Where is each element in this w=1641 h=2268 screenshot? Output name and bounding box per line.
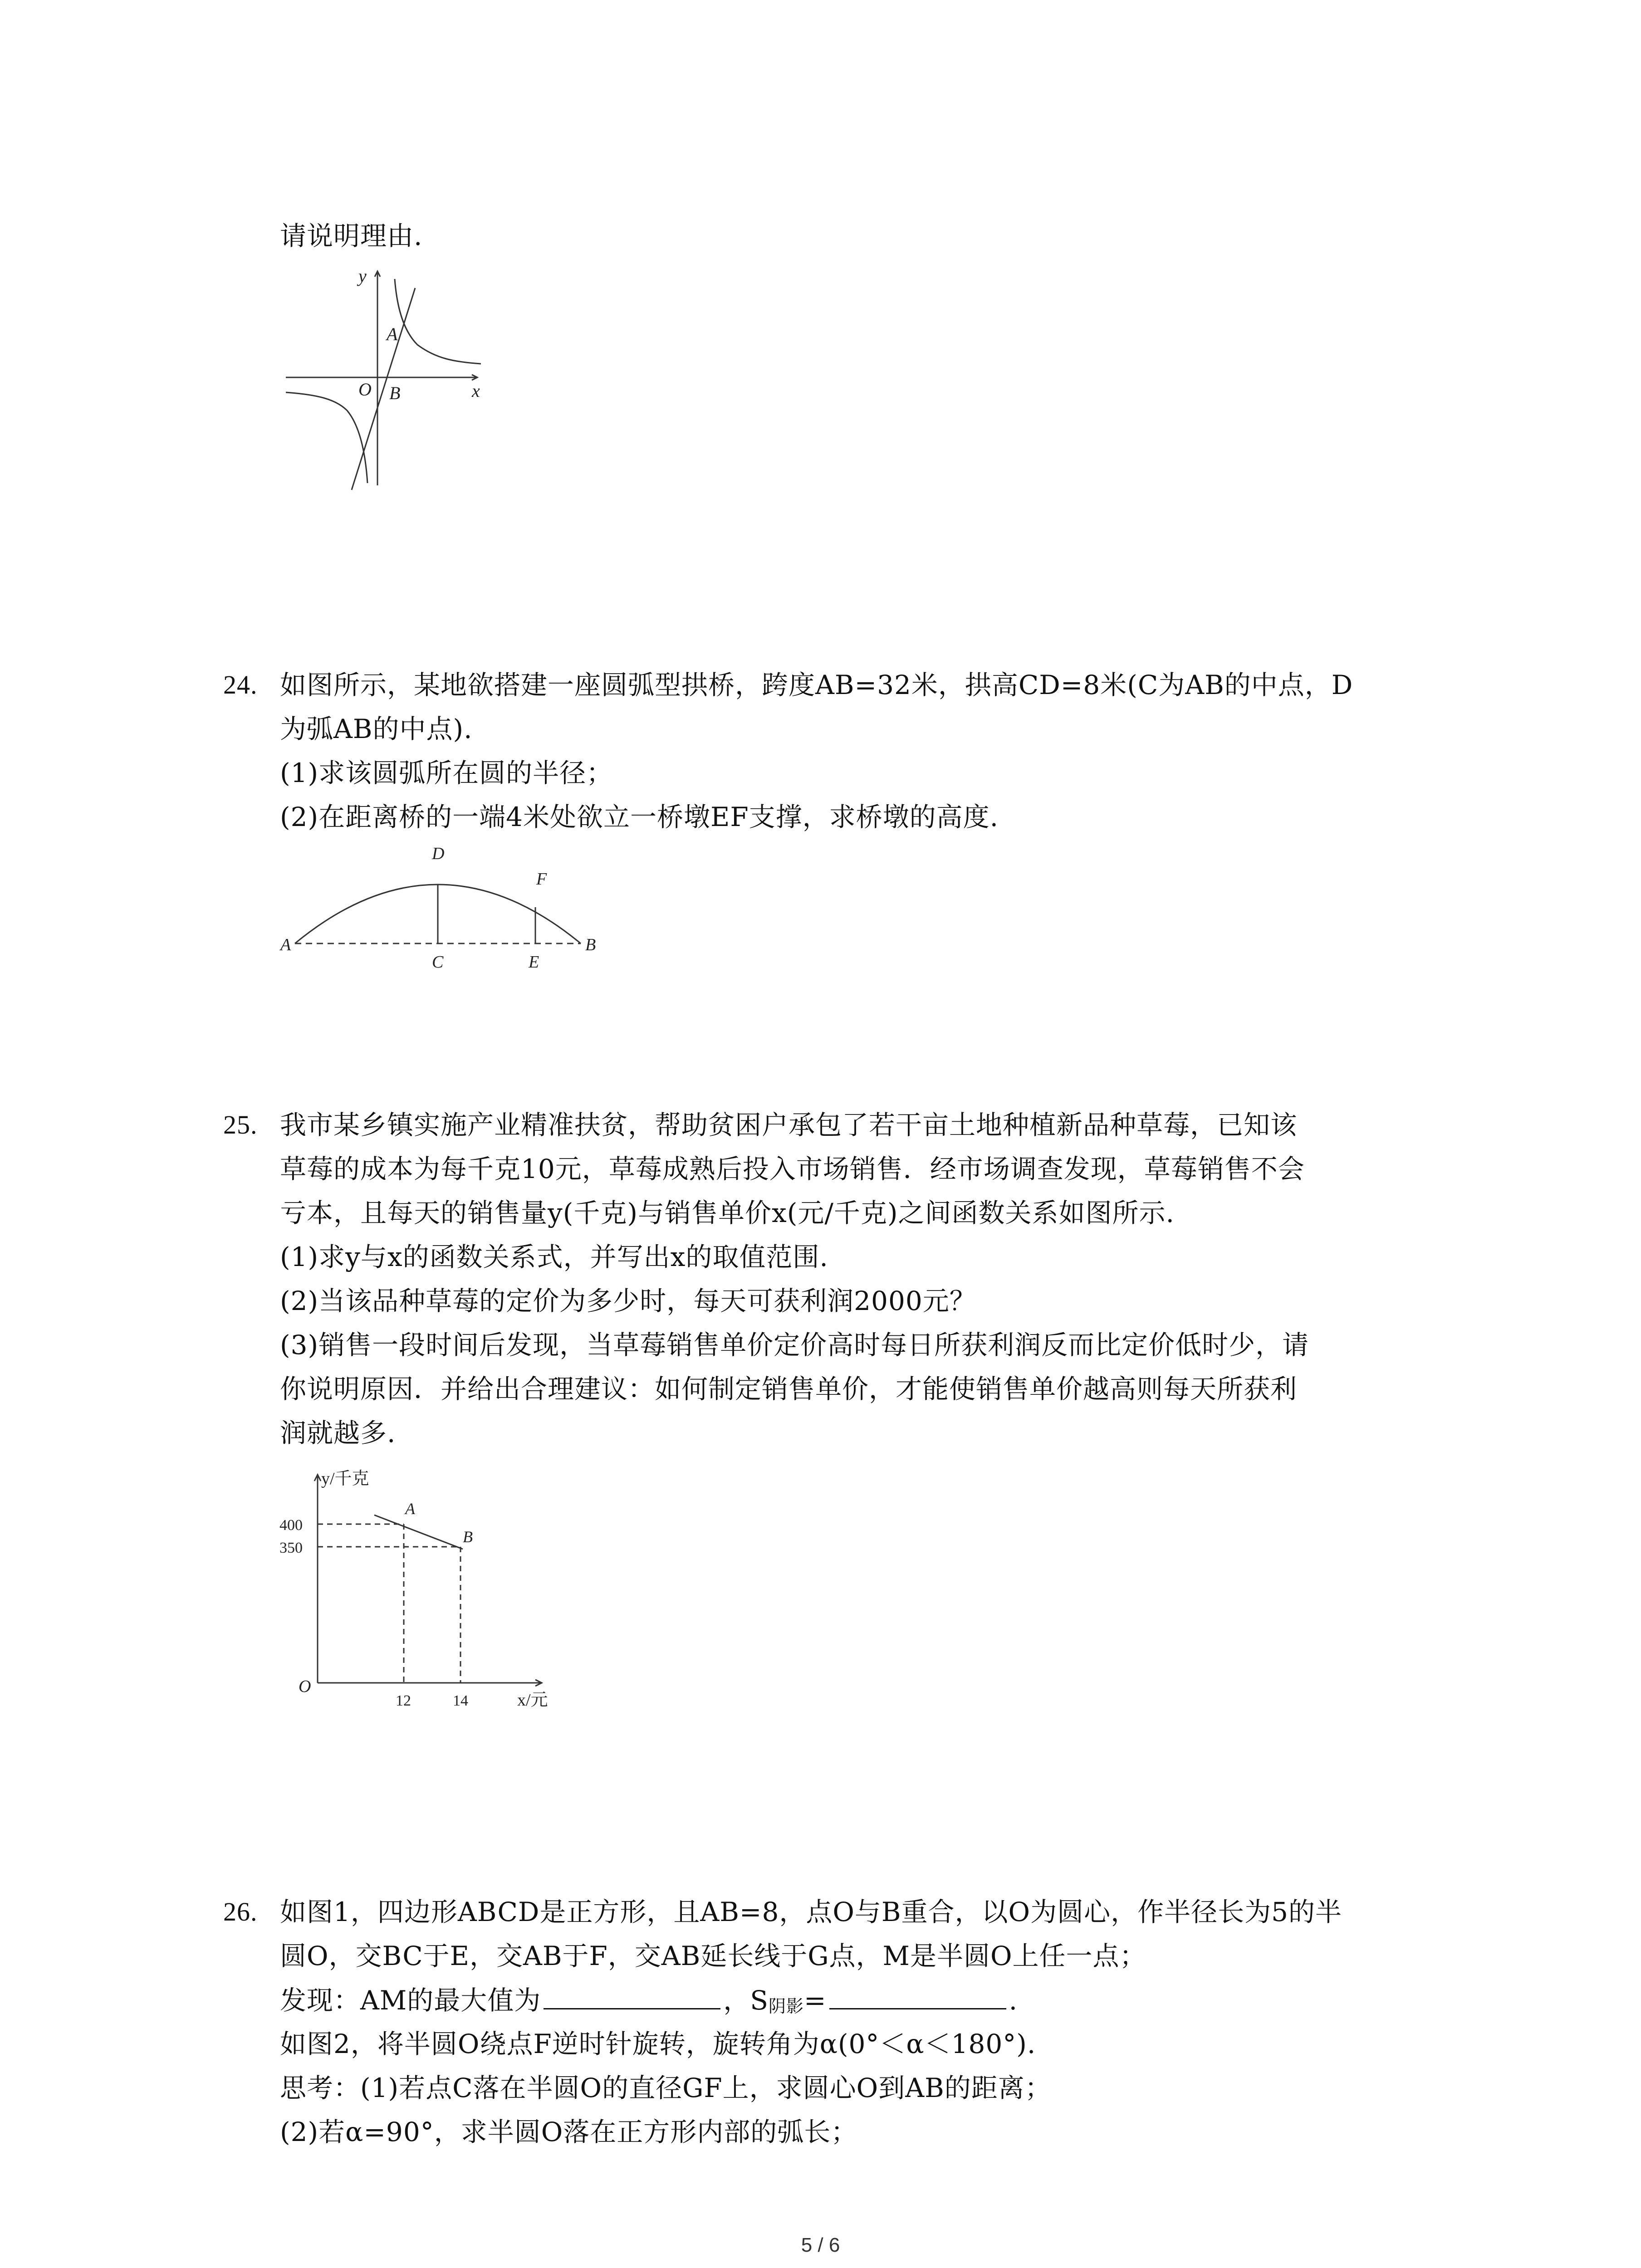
q24-line3: (1)求该圆弧所在圆的半径； [280,758,613,788]
fig23-label-o: O [358,379,372,400]
fig25-xtick-14: 14 [453,1692,468,1709]
q25-line7: 你说明原因．并给出合理建议：如何制定销售单价，才能使销售单价越高则每天所获利 [280,1374,1298,1404]
q26-line3-b: ，S [723,1985,769,2016]
figure-25-sales-graph [272,1465,590,1719]
figure-24-arch [272,839,617,975]
fig23-label-a: A [387,324,398,344]
fig25-ytick-400: 400 [279,1517,303,1534]
fig24-label-d: D [432,844,445,863]
q25-line4: (1)求y与x的函数关系式，并写出x的取值范围. [280,1242,828,1272]
q26-line4: 如图2，将半圆O绕点F逆时针旋转，旋转角为α(0°＜α＜180°). [280,2028,1036,2059]
q26-line3-d: . [1009,1985,1018,2016]
fig25-xlabel: x/元 [517,1691,548,1710]
q26-line6: (2)若α=90°，求半圆O落在正方形内部的弧长； [280,2116,858,2147]
fig25-label-b: B [463,1528,473,1546]
fig24-label-a: A [280,935,291,954]
q26-line3-c: = [804,1985,827,2016]
q26-line1: 如图1，四边形ABCD是正方形，且AB=8，点O与B重合，以O为圆心，作半径长为5的半 [280,1897,1342,1927]
q24-line1: 如图所示，某地欲搭建一座圆弧型拱桥，跨度AB=32米，拱高CD=8米(C为AB的中点，D [280,670,1353,700]
q25-line3: 亏本，且每天的销售量y(千克)与销售单价x(元/千克)之间函数关系如图所示. [280,1198,1175,1228]
fig25-ylabel: y/千克 [321,1469,369,1488]
q25-line6: (3)销售一段时间后发现，当草莓销售单价定价高时每日所获利润反而比定价低时少，请 [280,1330,1309,1360]
q26-number: 26. [223,1897,258,1926]
q25-line5: (2)当该品种草莓的定价为多少时，每天可获利润2000元？ [280,1286,976,1316]
q24-line2: 为弧AB的中点). [280,714,473,744]
answer-blank-shadow-area[interactable] [829,1982,1006,2009]
q26-line3 [280,1982,1018,2024]
fig25-ytick-350: 350 [279,1540,303,1556]
q26-line5: 思考：(1)若点C落在半圆O的直径GF上，求圆心O到AB的距离； [280,2072,1052,2103]
q23-tail: 请说明理由. [280,220,423,251]
fig23-label-b: B [389,383,401,403]
figure-23-graph [272,259,499,494]
q26-line3-a: 发现：AM的最大值为 [280,1985,541,2016]
q25-number: 25. [223,1110,258,1139]
q25-line2: 草莓的成本为每千克10元，草莓成熟后投入市场销售．经市场调查发现，草莓销售不会 [280,1154,1305,1184]
page-number: 5 / 6 [801,2234,840,2256]
q25-line8: 润就越多. [280,1418,396,1448]
q26-line3-sub: 阴影 [769,1996,804,2016]
fig23-label-x: x [472,381,480,401]
q24-number: 24. [223,670,258,699]
fig24-label-f: F [536,870,547,889]
fig25-origin: O [299,1677,311,1696]
q26-line2: 圆O，交BC于E，交AB于F，交AB延长线于G点，M是半圆O上任一点； [280,1941,1146,1971]
answer-blank-am-max[interactable] [544,1982,720,2009]
fig24-label-b: B [585,935,596,954]
fig24-label-e: E [529,953,539,972]
fig25-label-a: A [405,1500,415,1518]
fig24-label-c: C [432,953,444,972]
fig25-xtick-12: 12 [396,1692,411,1709]
q24-line4: (2)在距离桥的一端4米处欲立一桥墩EF支撑，求桥墩的高度. [280,802,999,832]
q25-line1: 我市某乡镇实施产业精准扶贫，帮助贫困户承包了若干亩土地种植新品种草莓，已知该 [280,1110,1298,1140]
fig23-label-y: y [358,266,367,286]
